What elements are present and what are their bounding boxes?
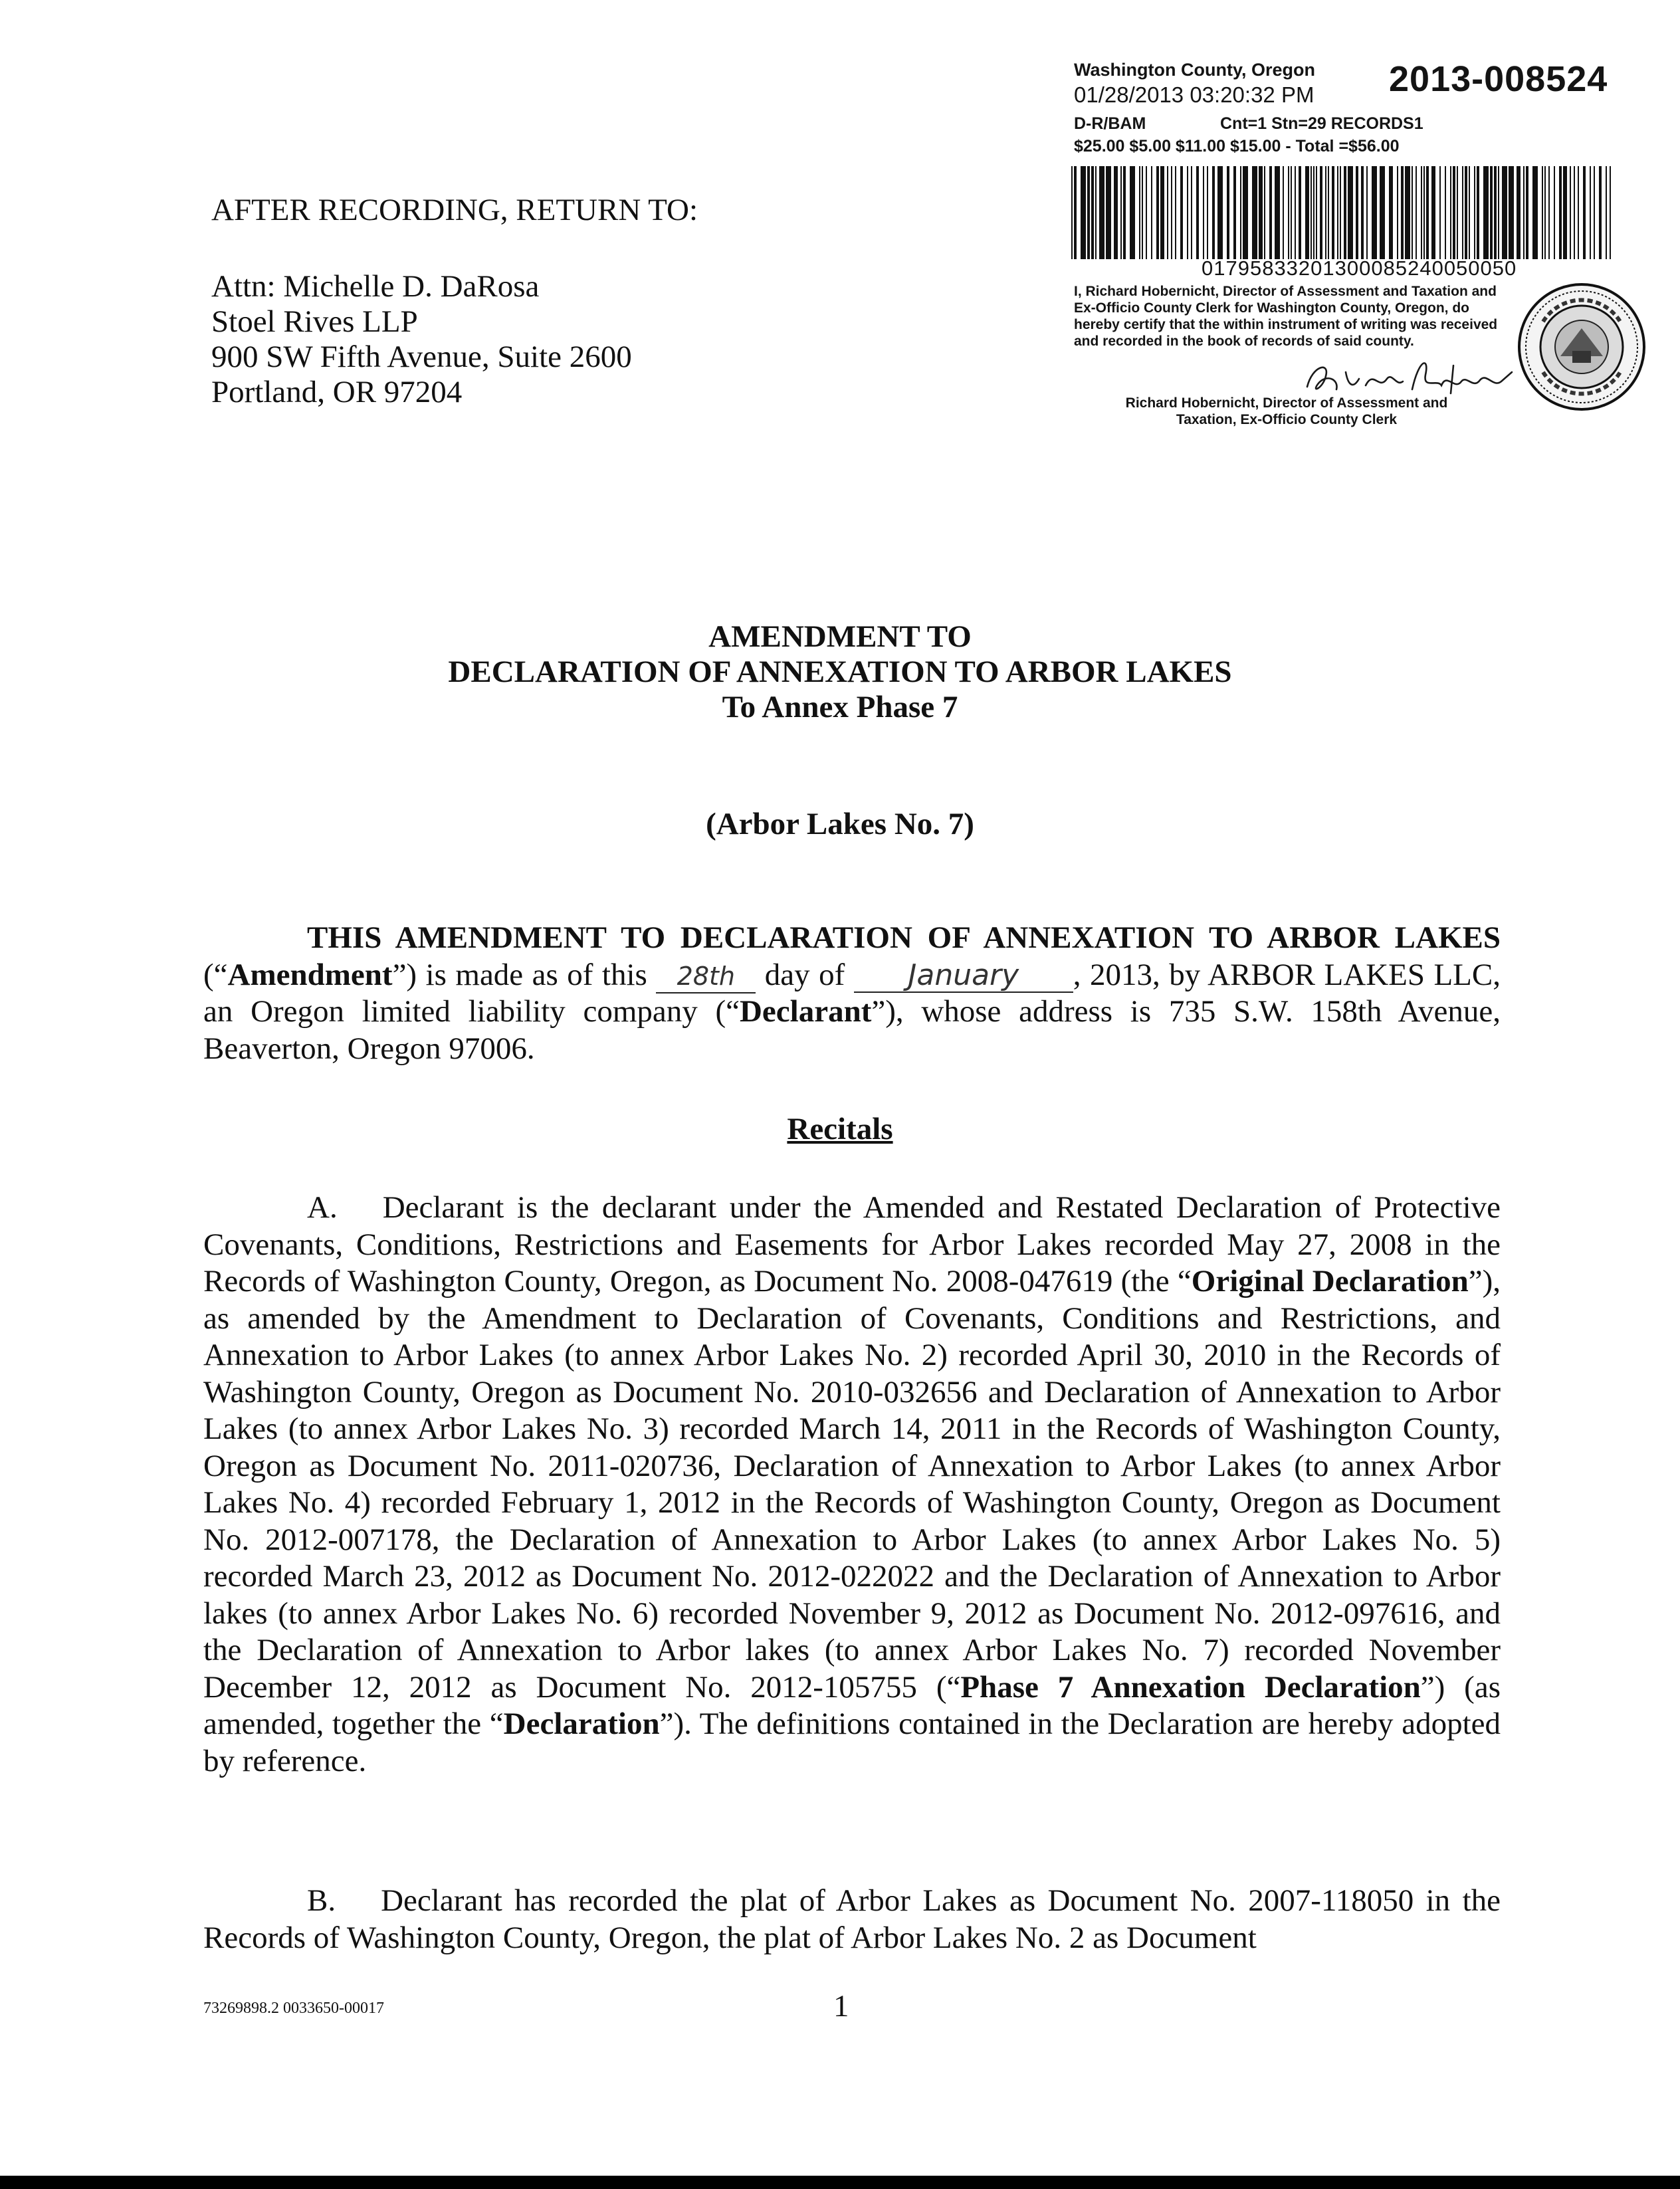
- page-number: 1: [833, 1989, 849, 2024]
- barcode-bar: [1091, 166, 1094, 259]
- barcode-bar: [1151, 166, 1152, 259]
- barcode-bar: [1071, 166, 1073, 259]
- signer-line-1: Richard Hobernicht, Director of Assessment and: [1125, 395, 1448, 411]
- barcode-bar: [1095, 166, 1097, 259]
- intro-address: ”), whose address is 735 S.W. 158th Avenue, Beaverton, Oregon 97006.: [203, 994, 1501, 1066]
- barcode-bar: [1523, 166, 1524, 259]
- barcode-bar: [1156, 166, 1159, 259]
- barcode-bar: [1120, 166, 1122, 259]
- intro-paragraph: [203, 920, 1501, 1067]
- barcode-bar: [1610, 166, 1611, 259]
- barcode-bar: [1532, 166, 1538, 259]
- barcode-bar: [1599, 166, 1602, 259]
- barcode-bar: [1081, 166, 1086, 259]
- barcode-bar: [1465, 166, 1467, 259]
- barcode-bar: [1483, 166, 1489, 259]
- recital-b-label: B.: [307, 1883, 336, 1918]
- barcode-bar: [1544, 166, 1546, 259]
- barcode-bar: [1288, 166, 1289, 259]
- barcode-bar: [1348, 166, 1353, 259]
- barcode-bar: [1275, 166, 1280, 259]
- barcode-bar: [1416, 166, 1417, 259]
- county-seal: [1517, 282, 1647, 412]
- barcode-bar: [1578, 166, 1579, 259]
- recital-a-label: A.: [307, 1190, 338, 1225]
- barcode-bar: [1207, 166, 1208, 259]
- barcode-bar: [1445, 166, 1446, 259]
- barcode-bar: [1146, 166, 1147, 259]
- barcode-bar: [1397, 166, 1398, 259]
- return-address-block: [211, 269, 632, 410]
- barcode-bar: [1606, 166, 1607, 259]
- barcode-bar: [1196, 166, 1199, 259]
- barcode-bar: [1574, 166, 1575, 259]
- stamp-datetime: 01/28/2013 03:20:32 PM: [1074, 82, 1314, 107]
- recital-a-text-3: ”) (as amended, together the “: [203, 1669, 1501, 1741]
- footer-document-id: 73269898.2 0033650-00017: [203, 2000, 384, 2017]
- intro-day-of: day of: [756, 957, 854, 992]
- scan-edge-bar: [0, 2176, 1680, 2189]
- barcode-bar: [1328, 166, 1329, 259]
- barcode-bar: [1203, 166, 1204, 259]
- barcode-bar: [1130, 166, 1135, 259]
- barcode-bar: [1171, 166, 1172, 259]
- barcode-bar: [1570, 166, 1571, 259]
- return-city: Portland, OR 97204: [211, 375, 463, 409]
- barcode-bar: [1313, 166, 1314, 259]
- barcode-bar: [1542, 166, 1543, 259]
- barcode-bar: [1187, 166, 1188, 259]
- term-phase7-annexation: Phase 7 Annexation Declaration: [960, 1669, 1421, 1705]
- recital-a-text-4: ”). The definitions contained in the Declaration are hereby adopted by reference.: [203, 1707, 1501, 1778]
- barcode-bar: [1590, 166, 1591, 259]
- barcode-bar: [1123, 166, 1126, 259]
- clerk-signer-title: [1074, 395, 1499, 428]
- barcode-bar: [1517, 166, 1521, 259]
- barcode-bar: [1340, 166, 1341, 259]
- stamp-fees: $25.00 $5.00 $11.00 $15.00 - Total =$56.00: [1074, 137, 1400, 156]
- barcode-bar: [1316, 166, 1317, 259]
- barcode-bar: [1264, 166, 1265, 259]
- barcode-bar: [1074, 166, 1077, 259]
- barcode-bar: [1180, 166, 1183, 259]
- barcode-bar: [1291, 166, 1292, 259]
- barcode-bar: [1502, 166, 1507, 259]
- barcode-bar: [1372, 166, 1377, 259]
- recitals-heading: Recitals: [787, 1112, 893, 1146]
- intro-open-quote: (“: [203, 957, 228, 992]
- barcode-bar: [1494, 166, 1497, 259]
- barcode-bar: [1421, 166, 1422, 259]
- recital-a: [203, 1190, 1501, 1780]
- barcode-bar: [1087, 166, 1090, 259]
- barcode-bar: [1431, 166, 1435, 259]
- handwritten-day: 28th: [656, 960, 756, 993]
- barcode-bar: [1320, 166, 1322, 259]
- clerk-certification: I, Richard Hobernicht, Director of Assessment and Taxation and Ex-Officio County Clerk for Washington County, Oregon, do hereby certify that the within instrument of writing was received and recorded in the book of records of said county.: [1074, 284, 1498, 349]
- barcode-bar: [1498, 166, 1499, 259]
- barcode-bar: [1563, 166, 1567, 259]
- barcode-bar: [1526, 166, 1528, 259]
- barcode-bar: [1299, 166, 1301, 259]
- title-line-2: DECLARATION OF ANNEXATION TO ARBOR LAKES: [448, 655, 1232, 689]
- barcode-bar: [1139, 166, 1140, 259]
- barcode-bar: [1259, 166, 1263, 259]
- barcode: [1071, 166, 1612, 259]
- return-firm: Stoel Rives LLP: [211, 304, 418, 339]
- barcode-bar: [1509, 166, 1514, 259]
- barcode-bar: [1477, 166, 1479, 259]
- title-line-1: AMENDMENT TO: [708, 619, 972, 654]
- return-street: 900 SW Fifth Avenue, Suite 2600: [211, 340, 632, 374]
- barcode-bar: [1269, 166, 1272, 259]
- barcode-bar: [1405, 166, 1410, 259]
- term-declarant: Declarant: [739, 994, 872, 1029]
- recital-a-text-1: Declarant is the declarant under the Amended and Restated Declaration of Protective Covenants, Conditions, Restrictions and Easements for Arbor Lakes recorded May 27, 2008 in the Records of Washington County, Oregon, as Document No. 2008-047619 (the “: [203, 1190, 1501, 1299]
- term-original-declaration: Original Declaration: [1191, 1264, 1469, 1299]
- barcode-bar: [1175, 166, 1176, 259]
- term-declaration: Declaration: [503, 1707, 660, 1741]
- barcode-bar: [1559, 166, 1562, 259]
- document-title: [0, 619, 1680, 725]
- barcode-bar: [1099, 166, 1104, 259]
- recital-b: [203, 1883, 1501, 1956]
- barcode-bar: [1389, 166, 1393, 259]
- barcode-bar: [1490, 166, 1493, 259]
- barcode-bar: [1142, 166, 1143, 259]
- barcode-bar: [1295, 166, 1296, 259]
- barcode-bar: [1380, 166, 1385, 259]
- barcode-bar: [1252, 166, 1257, 259]
- barcode-bar: [1457, 166, 1458, 259]
- stamp-counts: Cnt=1 Stn=29 RECORDS1: [1220, 114, 1423, 133]
- barcode-bar: [1366, 166, 1368, 259]
- barcode-bar: [1311, 166, 1312, 259]
- barcode-bar: [1227, 166, 1229, 259]
- barcode-bar: [1462, 166, 1463, 259]
- stamp-code: D-R/BAM: [1074, 114, 1146, 133]
- barcode-bar: [1283, 166, 1284, 259]
- barcode-bar: [1583, 166, 1586, 259]
- return-attn: Attn: Michelle D. DaRosa: [211, 269, 540, 304]
- barcode-bar: [1426, 166, 1429, 259]
- title-line-3: To Annex Phase 7: [722, 690, 958, 724]
- barcode-bar: [1450, 166, 1451, 259]
- recital-b-text: Declarant has recorded the plat of Arbor Lakes as Document No. 2007-118050 in the Records of Washington County, Oregon, the plat of Arbor Lakes No. 2 as Document: [203, 1883, 1501, 1955]
- barcode-bar: [1217, 166, 1223, 259]
- stamp-document-number: 2013-008524: [1389, 59, 1608, 99]
- barcode-bar: [1401, 166, 1404, 259]
- barcode-bar: [1594, 166, 1595, 259]
- recital-a-text-2: ”), as amended by the Amendment to Declaration of Covenants, Conditions and Restrictions, and Annexation to Arbor Lakes (to annex Arbor Lakes No. 2) recorded April 30, 2010 in the Records of Washington County, Oregon as Document No. 2010-032656 and Declaration of Annexation to Arbor Lakes (to annex Arbor Lakes No. 3) recorded March 14, 2011 in the Records of Washington County, Oregon as Document No. 2011-020736, Declaration of Annexation to Arbor Lakes (to annex Arbor Lakes No. 4) recorded February 1, 2012 in the Records of Washington County, Oregon as Document No. 2012-007178, the Declaration of Annexation to Arbor Lakes (to annex Arbor Lakes No. 5) recorded March 23, 2012 as Document No. 2012-022022 and the Declaration of Annexation to Arbor lakes (to annex Arbor Lakes No. 6) recorded November 9, 2012 as Document No. 2012-097616, and the Declaration of Annexation to Arbor lakes (to annex Arbor Lakes No. 7) recorded November December 12, 2012 as Document No. 2012-105755 (“: [203, 1264, 1501, 1705]
- barcode-bar: [1423, 166, 1425, 259]
- barcode-bar: [1233, 166, 1236, 259]
- barcode-bar: [1474, 166, 1475, 259]
- barcode-bar: [1332, 166, 1334, 259]
- document-subtitle: (Arbor Lakes No. 7): [706, 807, 974, 841]
- barcode-bar: [1439, 166, 1441, 259]
- barcode-bar: [1453, 166, 1455, 259]
- barcode-bar: [1305, 166, 1309, 259]
- barcode-bar: [1554, 166, 1555, 259]
- barcode-number: 01795833201300085240050050: [1202, 257, 1517, 280]
- barcode-bar: [1240, 166, 1241, 259]
- barcode-bar: [1167, 166, 1168, 259]
- barcode-bar: [1412, 166, 1413, 259]
- barcode-bar: [1191, 166, 1192, 259]
- barcode-bar: [1106, 166, 1111, 259]
- intro-year-by: , 2013, by ARBOR LAKES LLC, an Oregon limited liability company (“: [203, 957, 1501, 1029]
- barcode-bar: [1548, 166, 1550, 259]
- barcode-bar: [1361, 166, 1364, 259]
- barcode-bar: [1325, 166, 1326, 259]
- barcode-bar: [1356, 166, 1358, 259]
- barcode-bar: [1160, 166, 1164, 259]
- term-amendment: Amendment: [227, 957, 393, 992]
- barcode-bar: [1243, 166, 1248, 259]
- barcode-bar: [1344, 166, 1346, 259]
- barcode-bar: [1114, 166, 1118, 259]
- barcode-bar: [1212, 166, 1215, 259]
- return-heading: AFTER RECORDING, RETURN TO:: [211, 193, 698, 227]
- stamp-county: Washington County, Oregon: [1074, 60, 1315, 80]
- handwritten-month: January: [854, 960, 1073, 993]
- signer-line-2: Taxation, Ex-Officio County Clerk: [1176, 412, 1398, 427]
- barcode-bar: [1469, 166, 1470, 259]
- intro-made-as-of: ”) is made as of this: [392, 957, 657, 992]
- barcode-bar: [1337, 166, 1338, 259]
- intro-lead: THIS AMENDMENT TO DECLARATION OF ANNEXATION TO ARBOR LAKES: [307, 920, 1501, 955]
